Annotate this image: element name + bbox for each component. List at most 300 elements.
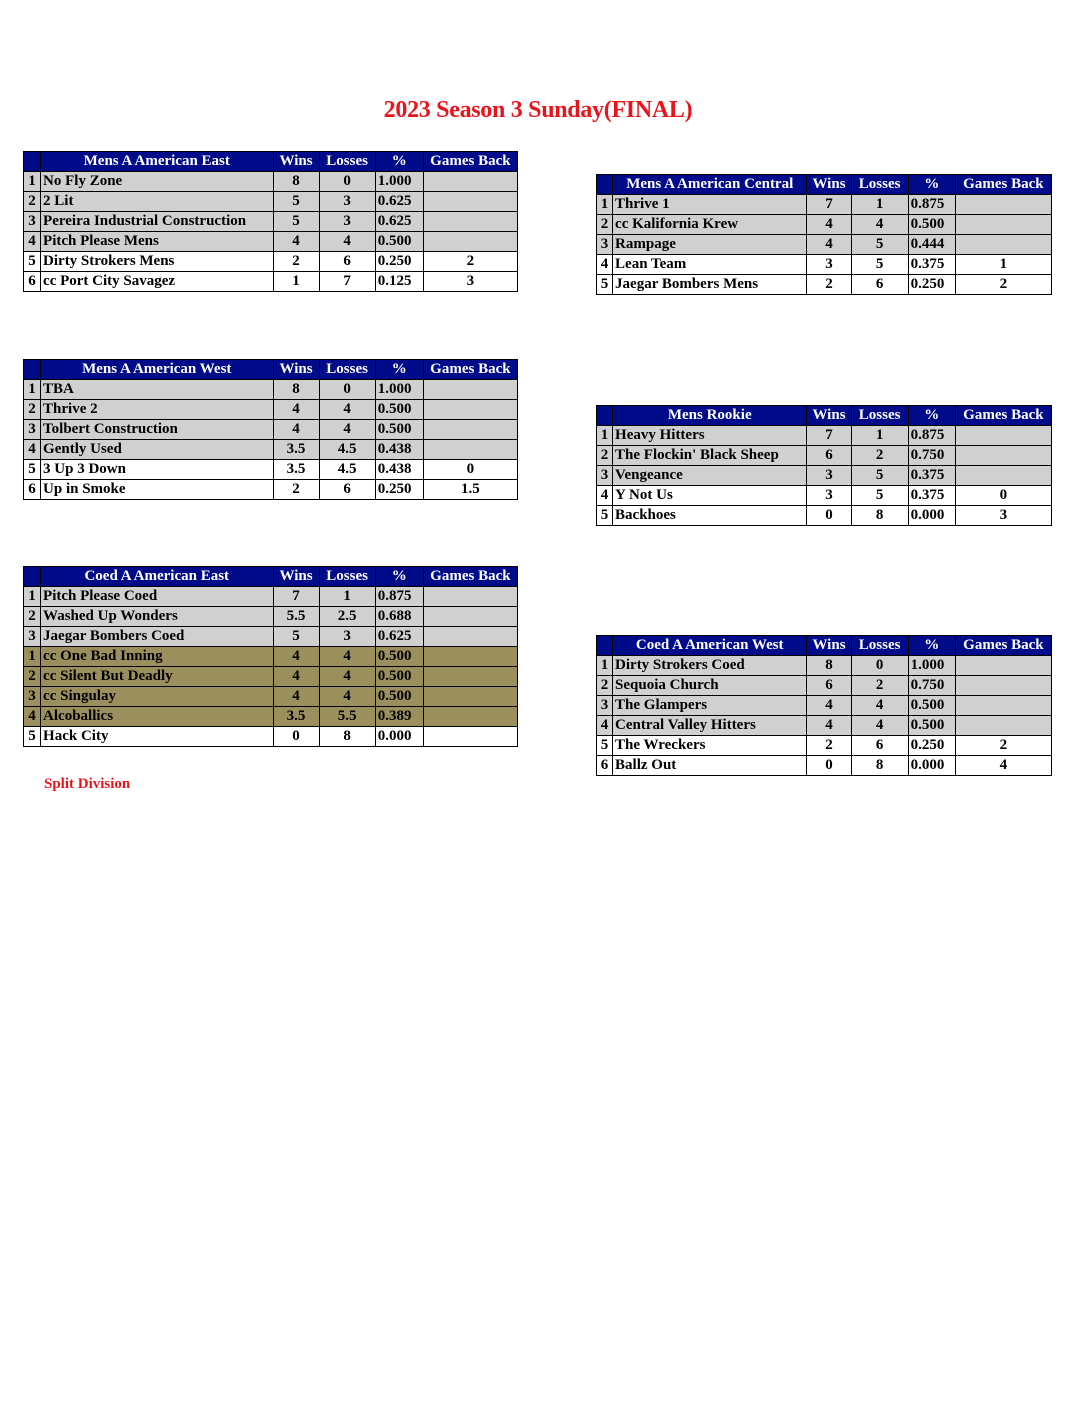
team-name: Dirty Strokers Mens <box>41 252 273 272</box>
rank-cell: 2 <box>24 667 41 687</box>
games-back-cell: 1.5 <box>423 480 517 500</box>
rank-cell: 2 <box>597 446 613 466</box>
losses-cell: 4 <box>319 667 375 687</box>
rank-cell: 3 <box>24 627 41 647</box>
wins-cell: 4 <box>273 687 319 707</box>
games-back-cell <box>423 440 517 460</box>
pct-cell: 0.500 <box>375 687 423 707</box>
games-back-cell <box>955 446 1051 466</box>
rank-cell: 4 <box>597 255 613 275</box>
losses-cell: 2.5 <box>319 607 375 627</box>
losses-cell: 2 <box>851 676 908 696</box>
table-row <box>597 195 1052 215</box>
pct-header: % <box>908 406 955 426</box>
wins-cell: 4 <box>807 696 851 716</box>
team-name: cc Port City Savagez <box>41 272 273 292</box>
losses-cell: 3 <box>319 627 375 647</box>
losses-cell: 1 <box>319 587 375 607</box>
games-back-cell: 2 <box>955 275 1051 295</box>
pct-cell: 0.875 <box>908 195 955 215</box>
pct-cell: 0.500 <box>375 647 423 667</box>
table-row <box>24 400 518 420</box>
team-name: TBA <box>41 380 273 400</box>
games-back-cell <box>955 215 1051 235</box>
pct-cell: 0.500 <box>908 716 955 736</box>
table-row <box>24 480 518 500</box>
wins-cell: 3 <box>807 255 851 275</box>
wins-cell: 4 <box>807 716 851 736</box>
rank-cell: 4 <box>597 486 613 506</box>
wins-cell: 2 <box>273 252 319 272</box>
rank-cell: 2 <box>597 215 613 235</box>
games-back-header: Games Back <box>955 175 1051 195</box>
wins-cell: 4 <box>807 235 851 255</box>
team-name: Lean Team <box>613 255 807 275</box>
team-name: Tolbert Construction <box>41 420 273 440</box>
games-back-cell <box>955 696 1051 716</box>
header-rank-cell <box>597 175 613 195</box>
table-row <box>597 756 1052 776</box>
header-rank-cell <box>24 152 41 172</box>
table-row <box>24 172 518 192</box>
header-rank-cell <box>24 567 41 587</box>
losses-cell: 4 <box>851 215 908 235</box>
games-back-cell <box>423 400 517 420</box>
pct-cell: 1.000 <box>375 380 423 400</box>
table-row <box>597 215 1052 235</box>
team-name: Washed Up Wonders <box>41 607 273 627</box>
rank-cell: 3 <box>24 420 41 440</box>
rank-cell: 4 <box>24 232 41 252</box>
losses-cell: 4 <box>319 687 375 707</box>
table-row <box>24 440 518 460</box>
rank-cell: 1 <box>597 195 613 215</box>
header-row <box>24 152 518 172</box>
pct-cell: 0.500 <box>375 420 423 440</box>
games-back-cell <box>423 192 517 212</box>
games-back-header: Games Back <box>423 152 517 172</box>
team-name: Hack City <box>41 727 273 747</box>
wins-header: Wins <box>273 567 319 587</box>
team-name: Heavy Hitters <box>613 426 807 446</box>
pct-cell: 0.438 <box>375 440 423 460</box>
rank-cell: 6 <box>24 272 41 292</box>
games-back-cell: 0 <box>955 486 1051 506</box>
pct-cell: 0.750 <box>908 446 955 466</box>
rank-cell: 1 <box>24 587 41 607</box>
pct-cell: 0.125 <box>375 272 423 292</box>
wins-cell: 5 <box>273 627 319 647</box>
table-row <box>24 192 518 212</box>
pct-cell: 0.500 <box>375 667 423 687</box>
division-name: Mens Rookie <box>613 406 807 426</box>
wins-cell: 3.5 <box>273 460 319 480</box>
table-row <box>24 380 518 400</box>
games-back-cell: 0 <box>423 460 517 480</box>
team-name: cc Kalifornia Krew <box>613 215 807 235</box>
pct-cell: 0.250 <box>908 275 955 295</box>
rank-cell: 1 <box>24 647 41 667</box>
pct-cell: 0.688 <box>375 607 423 627</box>
losses-cell: 8 <box>851 506 908 526</box>
table-row <box>597 716 1052 736</box>
rank-cell: 1 <box>24 172 41 192</box>
wins-header: Wins <box>273 152 319 172</box>
games-back-cell: 2 <box>423 252 517 272</box>
table-row <box>24 607 518 627</box>
table-row <box>24 667 518 687</box>
losses-cell: 8 <box>851 756 908 776</box>
wins-header: Wins <box>807 175 851 195</box>
team-name: No Fly Zone <box>41 172 273 192</box>
rank-cell: 4 <box>24 707 41 727</box>
team-name: Jaegar Bombers Coed <box>41 627 273 647</box>
team-name: The Glampers <box>613 696 807 716</box>
standings-table-mens-east <box>23 151 518 292</box>
wins-cell: 8 <box>807 656 851 676</box>
header-row <box>597 636 1052 656</box>
losses-cell: 5.5 <box>319 707 375 727</box>
pct-cell: 0.438 <box>375 460 423 480</box>
table-row <box>24 252 518 272</box>
losses-cell: 4 <box>319 400 375 420</box>
pct-cell: 0.389 <box>375 707 423 727</box>
pct-cell: 0.000 <box>375 727 423 747</box>
table-row <box>24 627 518 647</box>
pct-cell: 1.000 <box>908 656 955 676</box>
division-name: Mens A American West <box>41 360 273 380</box>
table-row <box>597 696 1052 716</box>
table-row <box>597 255 1052 275</box>
wins-cell: 7 <box>807 426 851 446</box>
wins-cell: 3 <box>807 486 851 506</box>
losses-cell: 6 <box>319 252 375 272</box>
wins-cell: 5.5 <box>273 607 319 627</box>
pct-cell: 0.375 <box>908 255 955 275</box>
wins-cell: 6 <box>807 676 851 696</box>
losses-cell: 1 <box>851 426 908 446</box>
wins-cell: 8 <box>273 172 319 192</box>
standings-table-mens-central <box>596 174 1052 295</box>
table-row <box>24 212 518 232</box>
wins-cell: 2 <box>807 275 851 295</box>
games-back-cell: 4 <box>955 756 1051 776</box>
pct-cell: 0.250 <box>375 252 423 272</box>
wins-cell: 0 <box>807 756 851 776</box>
losses-cell: 0 <box>319 172 375 192</box>
wins-cell: 4 <box>807 215 851 235</box>
team-name: cc Singulay <box>41 687 273 707</box>
losses-cell: 4.5 <box>319 440 375 460</box>
pct-cell: 1.000 <box>375 172 423 192</box>
standings-table-mens-rookie <box>596 405 1052 526</box>
table-row <box>24 727 518 747</box>
team-name: Jaegar Bombers Mens <box>613 275 807 295</box>
rank-cell: 4 <box>24 440 41 460</box>
losses-header: Losses <box>851 636 908 656</box>
games-back-cell: 3 <box>955 506 1051 526</box>
pct-cell: 0.000 <box>908 506 955 526</box>
games-back-header: Games Back <box>955 406 1051 426</box>
standings-table-mens-west <box>23 359 518 500</box>
games-back-cell: 2 <box>955 736 1051 756</box>
pct-cell: 0.500 <box>908 215 955 235</box>
pct-cell: 0.625 <box>375 192 423 212</box>
team-name: Ballz Out <box>613 756 807 776</box>
team-name: Backhoes <box>613 506 807 526</box>
table-row <box>597 426 1052 446</box>
division-name: Coed A American East <box>41 567 273 587</box>
team-name: The Wreckers <box>613 736 807 756</box>
wins-cell: 3.5 <box>273 440 319 460</box>
rank-cell: 5 <box>24 460 41 480</box>
wins-cell: 7 <box>807 195 851 215</box>
team-name: Thrive 1 <box>613 195 807 215</box>
wins-cell: 2 <box>807 736 851 756</box>
pct-header: % <box>375 152 423 172</box>
rank-cell: 6 <box>597 756 613 776</box>
losses-cell: 6 <box>851 736 908 756</box>
wins-cell: 3.5 <box>273 707 319 727</box>
team-name: Pitch Please Mens <box>41 232 273 252</box>
losses-cell: 0 <box>851 656 908 676</box>
team-name: Central Valley Hitters <box>613 716 807 736</box>
table-row <box>597 275 1052 295</box>
games-back-cell <box>423 420 517 440</box>
rank-cell: 2 <box>24 192 41 212</box>
pct-cell: 0.500 <box>908 696 955 716</box>
team-name: 3 Up 3 Down <box>41 460 273 480</box>
games-back-header: Games Back <box>423 360 517 380</box>
losses-cell: 3 <box>319 212 375 232</box>
rank-cell: 3 <box>597 466 613 486</box>
standings-table-coed-west <box>596 635 1052 776</box>
wins-cell: 0 <box>807 506 851 526</box>
header-rank-cell <box>24 360 41 380</box>
team-name: Vengeance <box>613 466 807 486</box>
losses-cell: 4 <box>851 696 908 716</box>
losses-cell: 5 <box>851 486 908 506</box>
team-name: Up in Smoke <box>41 480 273 500</box>
games-back-cell <box>955 466 1051 486</box>
division-name: Mens A American Central <box>613 175 807 195</box>
pct-cell: 0.625 <box>375 212 423 232</box>
rank-cell: 5 <box>597 275 613 295</box>
team-name: Alcoballics <box>41 707 273 727</box>
header-rank-cell <box>597 636 613 656</box>
rank-cell: 2 <box>24 400 41 420</box>
team-name: Sequoia Church <box>613 676 807 696</box>
games-back-cell <box>423 232 517 252</box>
rank-cell: 3 <box>24 212 41 232</box>
pct-cell: 0.500 <box>375 232 423 252</box>
games-back-cell <box>423 647 517 667</box>
rank-cell: 2 <box>597 676 613 696</box>
rank-cell: 5 <box>597 506 613 526</box>
table-row <box>24 707 518 727</box>
table-row <box>597 676 1052 696</box>
losses-cell: 6 <box>851 275 908 295</box>
team-name: Pereira Industrial Construction <box>41 212 273 232</box>
losses-cell: 7 <box>319 272 375 292</box>
losses-cell: 4 <box>319 232 375 252</box>
losses-cell: 4.5 <box>319 460 375 480</box>
pct-cell: 0.444 <box>908 235 955 255</box>
losses-cell: 3 <box>319 192 375 212</box>
games-back-cell <box>423 687 517 707</box>
pct-cell: 0.250 <box>375 480 423 500</box>
table-row <box>597 235 1052 255</box>
wins-cell: 5 <box>273 192 319 212</box>
wins-cell: 1 <box>273 272 319 292</box>
team-name: cc Silent But Deadly <box>41 667 273 687</box>
rank-cell: 5 <box>24 252 41 272</box>
losses-header: Losses <box>851 406 908 426</box>
pct-cell: 0.875 <box>375 587 423 607</box>
header-rank-cell <box>597 406 613 426</box>
losses-cell: 5 <box>851 255 908 275</box>
games-back-cell <box>423 212 517 232</box>
rank-cell: 5 <box>597 736 613 756</box>
split-division-note: Split Division <box>44 776 131 792</box>
pct-cell: 0.000 <box>908 756 955 776</box>
table-row <box>597 466 1052 486</box>
wins-cell: 7 <box>273 587 319 607</box>
games-back-cell <box>955 716 1051 736</box>
rank-cell: 6 <box>24 480 41 500</box>
pct-header: % <box>375 567 423 587</box>
games-back-cell <box>955 426 1051 446</box>
team-name: Thrive 2 <box>41 400 273 420</box>
losses-cell: 1 <box>851 195 908 215</box>
pct-header: % <box>908 636 955 656</box>
table-row <box>24 460 518 480</box>
rank-cell: 1 <box>24 380 41 400</box>
losses-cell: 4 <box>319 420 375 440</box>
losses-cell: 5 <box>851 235 908 255</box>
rank-cell: 1 <box>597 426 613 446</box>
team-name: Dirty Strokers Coed <box>613 656 807 676</box>
pct-header: % <box>908 175 955 195</box>
header-row <box>24 360 518 380</box>
team-name: Gently Used <box>41 440 273 460</box>
division-name: Coed A American West <box>613 636 807 656</box>
losses-cell: 6 <box>319 480 375 500</box>
pct-cell: 0.500 <box>375 400 423 420</box>
table-row <box>24 687 518 707</box>
wins-cell: 0 <box>273 727 319 747</box>
table-row <box>24 272 518 292</box>
losses-cell: 4 <box>851 716 908 736</box>
header-row <box>597 406 1052 426</box>
rank-cell: 3 <box>597 235 613 255</box>
games-back-cell <box>423 587 517 607</box>
table-row <box>24 587 518 607</box>
wins-cell: 4 <box>273 400 319 420</box>
pct-cell: 0.250 <box>908 736 955 756</box>
wins-cell: 3 <box>807 466 851 486</box>
division-name: Mens A American East <box>41 152 273 172</box>
team-name: Y Not Us <box>613 486 807 506</box>
team-name: Pitch Please Coed <box>41 587 273 607</box>
pct-cell: 0.375 <box>908 466 955 486</box>
wins-cell: 4 <box>273 667 319 687</box>
team-name: Rampage <box>613 235 807 255</box>
page-title: 2023 Season 3 Sunday(FINAL) <box>383 97 693 123</box>
losses-header: Losses <box>851 175 908 195</box>
games-back-cell <box>423 380 517 400</box>
rank-cell: 5 <box>24 727 41 747</box>
pct-cell: 0.375 <box>908 486 955 506</box>
header-row <box>24 567 518 587</box>
losses-cell: 2 <box>851 446 908 466</box>
table-row <box>597 446 1052 466</box>
games-back-cell <box>423 172 517 192</box>
wins-header: Wins <box>807 406 851 426</box>
wins-cell: 5 <box>273 212 319 232</box>
rank-cell: 1 <box>597 656 613 676</box>
games-back-cell <box>955 235 1051 255</box>
wins-header: Wins <box>273 360 319 380</box>
games-back-header: Games Back <box>423 567 517 587</box>
table-row <box>24 420 518 440</box>
pct-cell: 0.625 <box>375 627 423 647</box>
losses-header: Losses <box>319 567 375 587</box>
rank-cell: 3 <box>24 687 41 707</box>
table-row <box>24 232 518 252</box>
wins-header: Wins <box>807 636 851 656</box>
table-row <box>597 506 1052 526</box>
header-row <box>597 175 1052 195</box>
losses-cell: 0 <box>319 380 375 400</box>
rank-cell: 4 <box>597 716 613 736</box>
games-back-cell <box>955 195 1051 215</box>
games-back-cell <box>955 676 1051 696</box>
losses-cell: 8 <box>319 727 375 747</box>
table-row <box>597 736 1052 756</box>
losses-cell: 5 <box>851 466 908 486</box>
table-row <box>597 656 1052 676</box>
team-name: 2 Lit <box>41 192 273 212</box>
games-back-cell: 1 <box>955 255 1051 275</box>
games-back-cell <box>423 667 517 687</box>
wins-cell: 6 <box>807 446 851 466</box>
standings-table-coed-east <box>23 566 518 747</box>
games-back-cell <box>423 727 517 747</box>
wins-cell: 4 <box>273 232 319 252</box>
losses-cell: 4 <box>319 647 375 667</box>
losses-header: Losses <box>319 152 375 172</box>
games-back-cell <box>423 707 517 727</box>
games-back-cell <box>423 607 517 627</box>
wins-cell: 4 <box>273 647 319 667</box>
rank-cell: 2 <box>24 607 41 627</box>
table-row <box>597 486 1052 506</box>
losses-header: Losses <box>319 360 375 380</box>
team-name: The Flockin' Black Sheep <box>613 446 807 466</box>
pct-cell: 0.875 <box>908 426 955 446</box>
table-row <box>24 647 518 667</box>
games-back-header: Games Back <box>955 636 1051 656</box>
wins-cell: 4 <box>273 420 319 440</box>
rank-cell: 3 <box>597 696 613 716</box>
games-back-cell <box>955 656 1051 676</box>
pct-cell: 0.750 <box>908 676 955 696</box>
wins-cell: 2 <box>273 480 319 500</box>
pct-header: % <box>375 360 423 380</box>
team-name: cc One Bad Inning <box>41 647 273 667</box>
games-back-cell <box>423 627 517 647</box>
